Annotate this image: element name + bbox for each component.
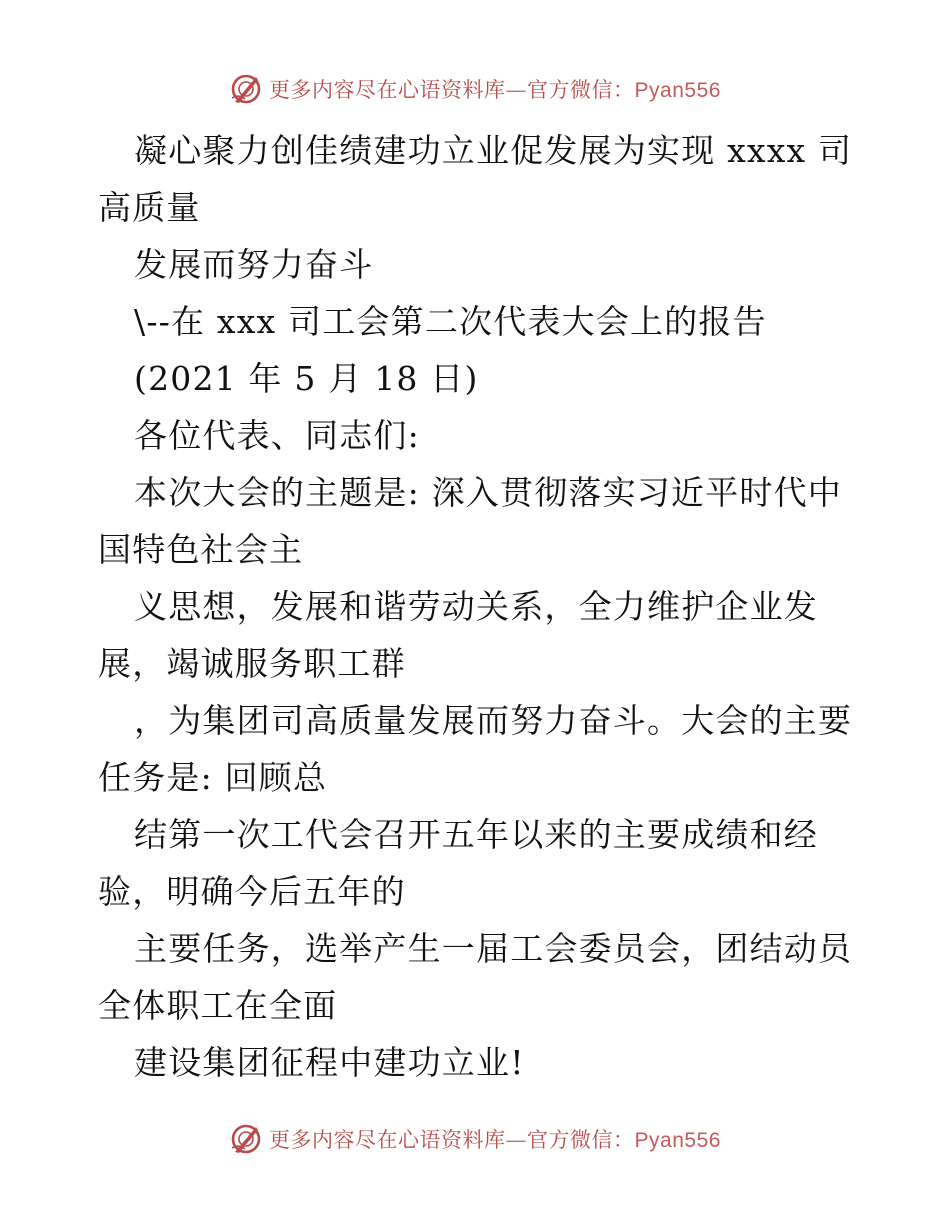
header-banner (0, 69, 950, 109)
banner-wechat-id: Pyan556 (634, 79, 721, 102)
paragraph-line: 国特色社会主 (98, 530, 304, 569)
banner-wechat-label: 官方微信： (527, 1128, 635, 1152)
subtitle-line: \--在 xxx 司工会第二次代表大会上的报告 (134, 302, 767, 341)
document-body (98, 122, 858, 1091)
footer-banner (0, 1119, 950, 1159)
banner-brand: 更多内容尽在心语资料库 (269, 1128, 506, 1152)
banner-separator: — (505, 1128, 528, 1152)
paragraph-line: 验，明确今后五年的 (98, 872, 406, 911)
paragraph-line: 主要任务，选举产生一届工会委员会，团结动员 (134, 929, 853, 968)
paragraph-line: 全体职工在全面 (98, 986, 338, 1025)
paragraph-line: 任务是: 回顾总 (98, 758, 328, 797)
paragraph-line: 本次大会的主题是: 深入贯彻落实习近平时代中 (134, 473, 843, 512)
paragraph-line: ，为集团司高质量发展而努力奋斗。大会的主要 (134, 701, 853, 740)
paragraph-line: 义思想，发展和谐劳动关系，全力维护企业发 (134, 587, 818, 626)
paragraph-line: 展，竭诚服务职工群 (98, 644, 406, 683)
quill-circle-logo-icon (229, 1122, 263, 1156)
paragraph-line: 建设集团征程中建功立业! (134, 1043, 525, 1082)
quill-circle-logo-icon (229, 72, 263, 106)
paragraph-line: 结第一次工代会召开五年以来的主要成绩和经 (134, 815, 818, 854)
date-line: (2021 年 5 月 18 日) (134, 359, 479, 398)
salutation-line: 各位代表、同志们: (134, 416, 420, 455)
banner-brand: 更多内容尽在心语资料库 (269, 78, 506, 102)
banner-separator: — (505, 78, 528, 102)
title-line-1: 凝心聚力创佳绩建功立业促发展为实现 xxxx 司 (134, 131, 853, 170)
banner-wechat-label: 官方微信： (527, 78, 635, 102)
title-line-3: 发展而努力奋斗 (134, 245, 374, 284)
banner-wechat-id: Pyan556 (634, 1129, 721, 1152)
title-line-2: 高质量 (98, 188, 201, 227)
